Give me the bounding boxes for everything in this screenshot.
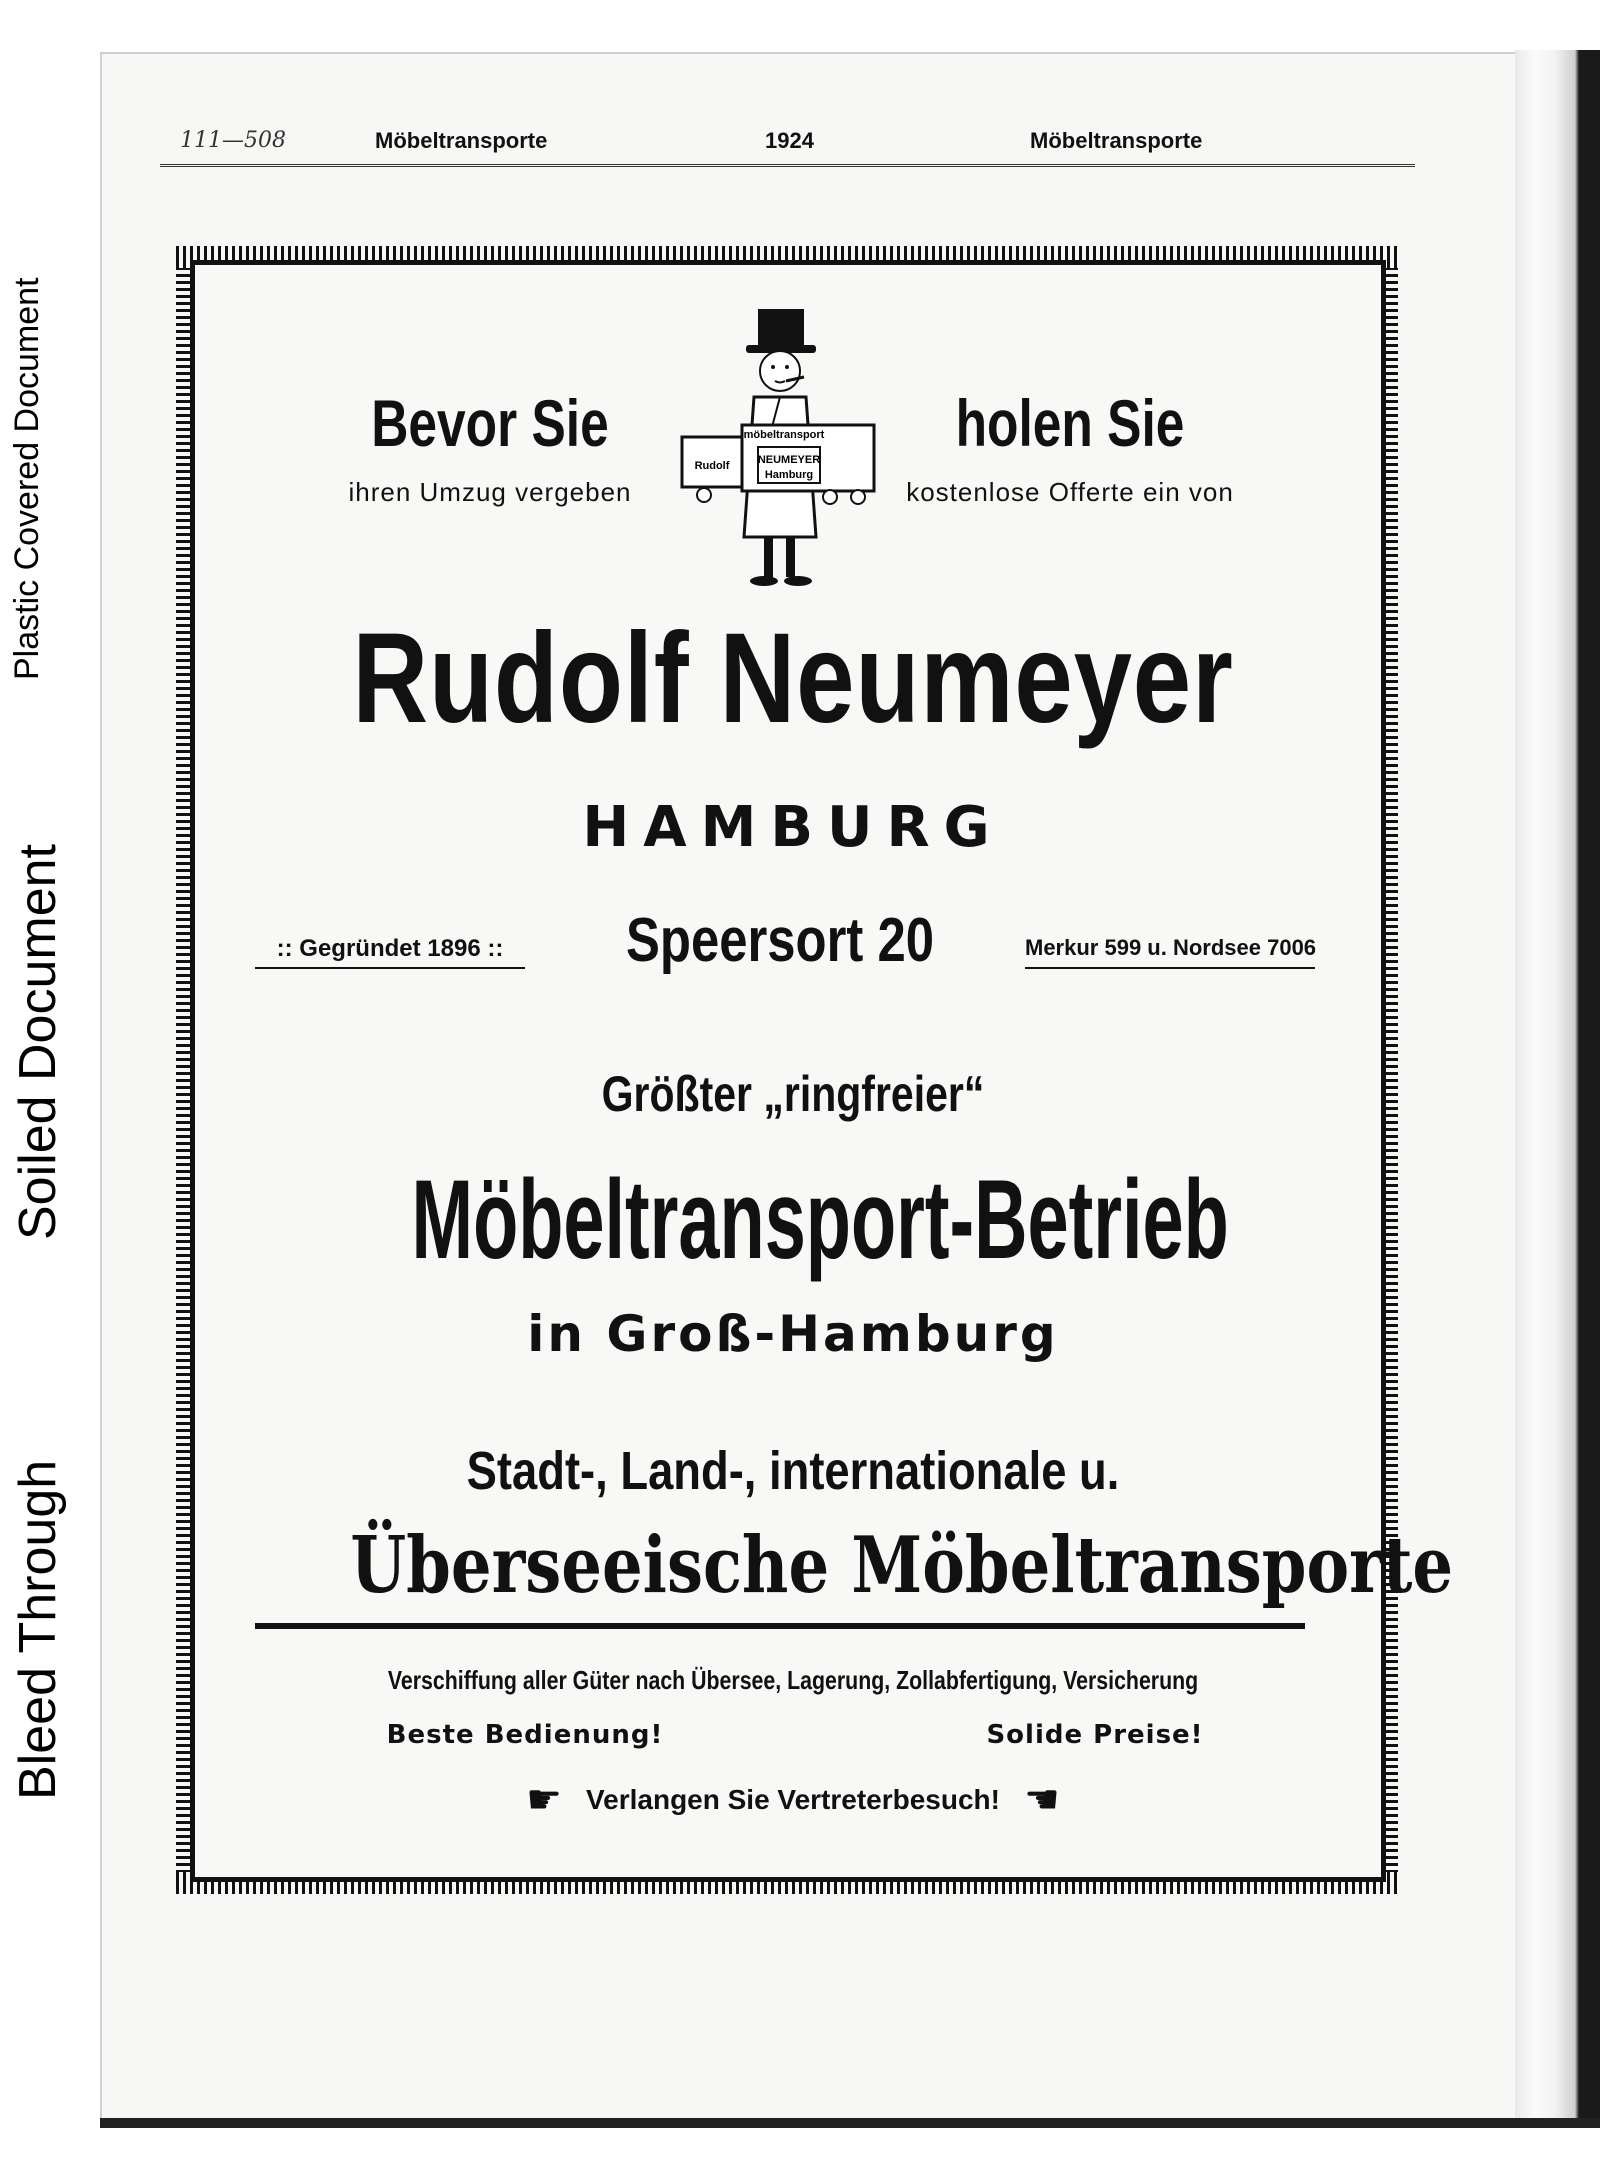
headline-bevor: Bevor Sie bbox=[371, 386, 609, 460]
pointing-hand-right-icon: ☛ bbox=[526, 1777, 563, 1823]
scan-bottom-band bbox=[0, 2118, 1600, 2177]
page-edge bbox=[1515, 50, 1600, 2120]
advertisement bbox=[190, 260, 1454, 1882]
crate-label-name: NEUMEYER bbox=[757, 454, 821, 466]
slogan-fair-prices: Solide Preise! bbox=[986, 1720, 1204, 1750]
service-region: in Groß-Hamburg bbox=[527, 1305, 1059, 1363]
scanner-tags bbox=[0, 140, 100, 1840]
business-type: Möbeltransport-Betrieb bbox=[411, 1157, 1229, 1282]
overseas-services: Überseeische Möbeltransporte bbox=[350, 1520, 1454, 1611]
street-address: Speersort 20 bbox=[625, 906, 935, 975]
crate-label-small: möbeltransport bbox=[743, 429, 825, 441]
running-title-left: Möbeltransporte bbox=[375, 128, 548, 153]
pointing-hand-left-icon: ☛ bbox=[1023, 1777, 1060, 1823]
page-number: 111—508 bbox=[180, 128, 286, 153]
tagline-largest: Größter „ringfreier“ bbox=[601, 1066, 985, 1122]
subline-bevor: ihren Umzug vergeben bbox=[348, 477, 632, 507]
tag-bleed-through: Bleed Through bbox=[9, 1459, 67, 1800]
call-to-action bbox=[450, 1777, 1136, 1823]
divider-rule bbox=[255, 1623, 1305, 1629]
telephone-numbers: Merkur 599 u. Nordsee 7006 bbox=[1025, 935, 1315, 969]
crate-label-left: Rudolf bbox=[694, 460, 730, 472]
company-city: HAMBURG bbox=[582, 795, 1004, 860]
crate-label-city: Hamburg bbox=[764, 469, 814, 481]
running-year: 1924 bbox=[765, 128, 814, 153]
tag-plastic-covered: Plastic Covered Document bbox=[8, 277, 46, 680]
call-to-action-text: Verlangen Sie Vertreterbesuch! bbox=[586, 1784, 1000, 1815]
mover-mascot-illustration bbox=[680, 297, 880, 597]
founded-year: :: Gegründet 1896 :: bbox=[255, 935, 525, 969]
running-header bbox=[160, 120, 1415, 167]
running-title-right: Möbeltransporte bbox=[1030, 128, 1203, 153]
company-name: Rudolf Neumeyer bbox=[352, 607, 1234, 750]
slogan-best-service: Beste Bedienung! bbox=[386, 1720, 664, 1750]
service-details: Verschiffung aller Güter nach Übersee, Lagerung, Zollabfertigung, Versicherung bbox=[387, 1665, 1199, 1695]
subline-holen: kostenlose Offerte ein von bbox=[906, 477, 1234, 507]
services-line: Stadt-, Land-, internationale u. bbox=[466, 1441, 1120, 1501]
headline-holen: holen Sie bbox=[955, 386, 1185, 460]
tag-soiled: Soiled Document bbox=[9, 844, 67, 1240]
